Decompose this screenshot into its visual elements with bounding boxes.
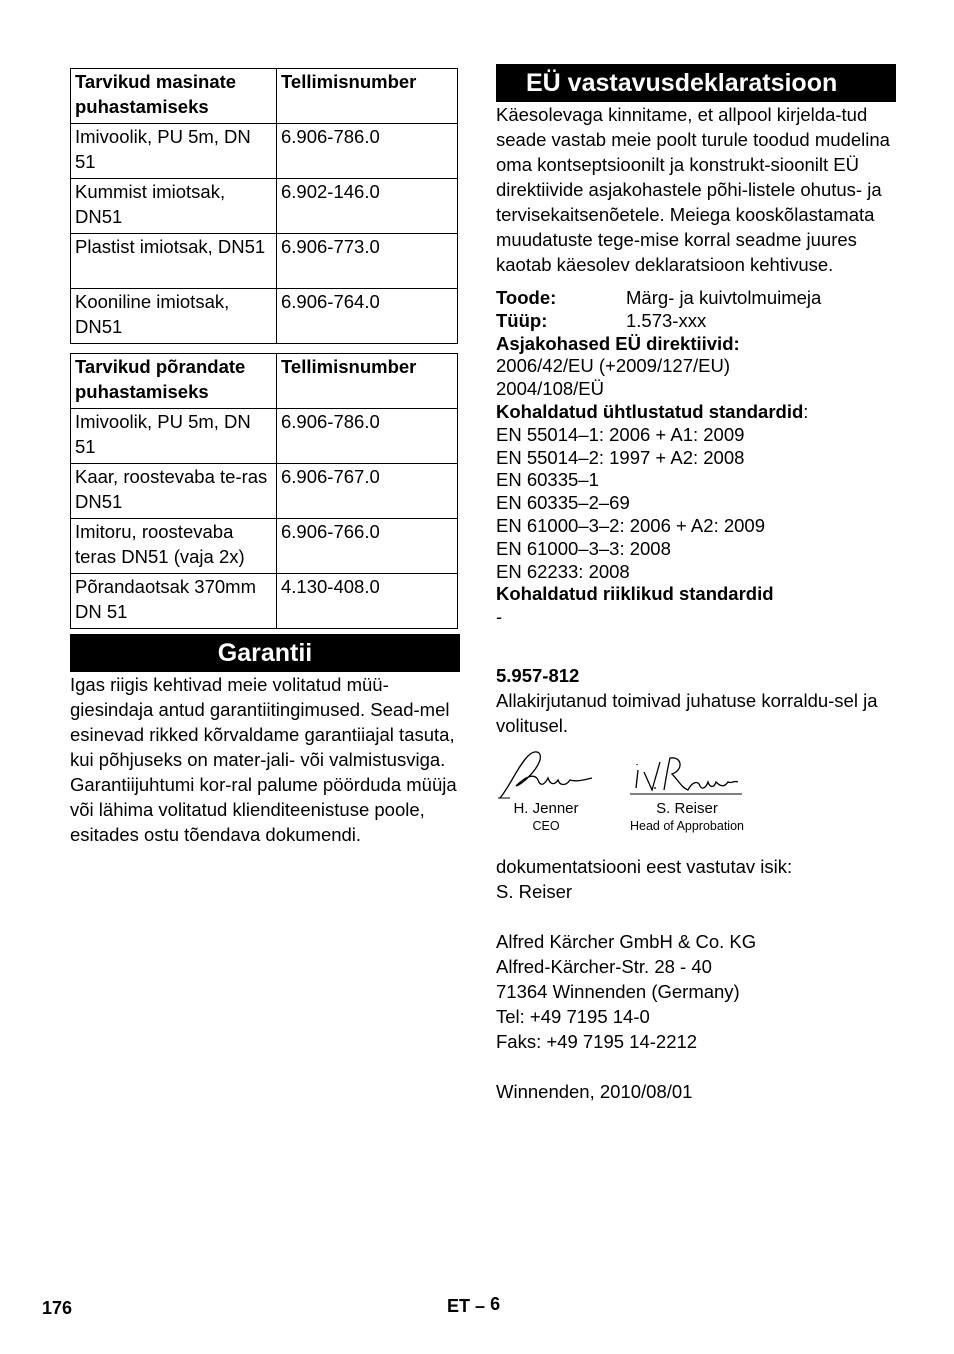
table-row	[71, 409, 458, 464]
signatures	[496, 748, 896, 838]
table-row	[71, 234, 458, 289]
section-page-number: 6	[490, 1294, 501, 1314]
product-value: Märg- ja kuivtolmuimeja	[626, 287, 822, 308]
warranty-heading: Garantii	[70, 634, 460, 672]
table-row	[71, 574, 458, 629]
product-label: Toode:	[496, 287, 557, 308]
directive-item: 2006/42/EU (+2009/127/EU)	[496, 355, 730, 377]
table-cell: 6.902-146.0	[277, 179, 458, 234]
table-header-cell: Tarvikud põrandate puhastamiseks	[71, 354, 277, 409]
left-column	[70, 68, 460, 847]
product-row	[496, 287, 896, 310]
table-cell: 6.906-786.0	[277, 124, 458, 179]
type-value: 1.573-xxx	[626, 309, 707, 331]
page-number: 176	[42, 1298, 73, 1318]
signature-block-reiser	[624, 748, 750, 834]
footer-dash: –	[475, 1296, 486, 1316]
machine-accessories-table	[70, 68, 458, 344]
table-header-cell: Tellimisnumber	[277, 354, 458, 409]
responsible-label: dokumentatsiooni eest vastutav isik:	[496, 855, 793, 877]
harmonized-standards-heading	[496, 401, 896, 424]
standard-item: EN 60335–1	[496, 469, 599, 491]
floor-accessories-table	[70, 353, 458, 629]
place-date: Winnenden, 2010/08/01	[496, 1080, 693, 1102]
table-row	[71, 519, 458, 574]
table-header-cell: Tellimisnumber	[277, 69, 458, 124]
table-header-cell: Tarvikud masinate puhastamiseks	[71, 69, 277, 124]
table-row	[71, 124, 458, 179]
declaration-details	[496, 287, 896, 629]
table-cell: Kooniline imiotsak, DN51	[71, 289, 277, 344]
responsible-name: S. Reiser	[496, 880, 573, 902]
signer-role: Head of Approbation	[630, 818, 744, 833]
table-cell: Põrandaotsak 370mm DN 51	[71, 574, 277, 629]
table-cell: Imivoolik, PU 5m, DN 51	[71, 124, 277, 179]
table-cell: Imitoru, roostevaba teras DN51 (vaja 2x)	[71, 519, 277, 574]
table-cell: 4.130-408.0	[277, 574, 458, 629]
table-row	[71, 464, 458, 519]
table-cell: Kummist imiotsak, DN51	[71, 179, 277, 234]
table-cell: 6.906-764.0	[277, 289, 458, 344]
language-code: ET	[447, 1296, 471, 1316]
standard-item: EN 61000–3–3: 2008	[496, 537, 671, 559]
address-line: Alfred-Kärcher-Str. 28 - 40	[496, 955, 712, 977]
signer-name: H. Jenner	[513, 799, 579, 817]
national-standards-value: -	[496, 606, 503, 628]
directive-item: 2004/108/EÜ	[496, 378, 605, 400]
table-cell: Imivoolik, PU 5m, DN 51	[71, 409, 277, 464]
directives-label: Asjakohased EÜ direktiivid:	[496, 332, 740, 354]
table-cell: Plastist imiotsak, DN51	[71, 234, 277, 289]
footer-language	[447, 1296, 500, 1317]
harmonized-standards-colon: :	[803, 400, 809, 422]
address-line: Faks: +49 7195 14-2212	[496, 1030, 698, 1052]
harmonized-standards-label: Kohaldatud ühtlustatud standardid	[496, 400, 804, 422]
signer-role: CEO	[532, 818, 560, 833]
right-column	[496, 64, 896, 1104]
signature-block-jenner	[496, 748, 596, 834]
table-header-row	[71, 69, 458, 124]
national-standards-label: Kohaldatud riiklikud standardid	[496, 583, 774, 605]
responsible-person	[496, 854, 896, 1104]
type-row	[496, 310, 896, 333]
address-line: Tel: +49 7195 14-0	[496, 1005, 650, 1027]
standard-item: EN 61000–3–2: 2006 + A2: 2009	[496, 514, 765, 536]
table-cell: 6.906-786.0	[277, 409, 458, 464]
warranty-text: Igas riigis kehtivad meie volitatud müü-giesindaja antud garantiitingimused. Sead-mel esinevad rikked kõrvaldame garantiiajal tasuta, kui põhjuseks on mater-jali- või valmistusviga. Garantiijuhtumi kor-ral palume pöörduda müüja või lähima volitatud klienditeenistuse poole, esitades ostu tõendava dokumendi.	[70, 674, 457, 845]
standard-item: EN 55014–2: 1997 + A2: 2008	[496, 446, 745, 468]
table-cell: 6.906-767.0	[277, 464, 458, 519]
standard-item: EN 55014–1: 2006 + A1: 2009	[496, 423, 745, 445]
declaration-heading: EÜ vastavusdeklaratsioon	[496, 64, 896, 102]
standard-item: EN 62233: 2008	[496, 560, 630, 582]
signed-statement: Allakirjutanud toimivad juhatuse korraldu-sel ja volitusel.	[496, 689, 878, 736]
table-row	[71, 289, 458, 344]
table-row	[71, 179, 458, 234]
table-header-row	[71, 354, 458, 409]
address-line: Alfred Kärcher GmbH & Co. KG	[496, 930, 757, 952]
standard-item: EN 60335–2–69	[496, 492, 630, 514]
handwritten-signature-icon	[624, 748, 750, 800]
address-line: 71364 Winnenden (Germany)	[496, 980, 740, 1002]
signer-name: S. Reiser	[656, 799, 718, 817]
table-cell: Kaar, roostevaba te-ras DN51	[71, 464, 277, 519]
handwritten-signature-icon	[496, 748, 596, 800]
document-number: 5.957-812	[496, 664, 580, 686]
declaration-text: Käesolevaga kinnitame, et allpool kirjelda-tud seade vastab meie poolt turule toodud mudelina oma kontseptsioonilt ja konstrukt-sioonilt EÜ direktiivide asjakohastele põhi-listele ohutus- ja tervisekaitsenõetele. Meiega kooskõlastamata muudatuste tege-mise korral seadme juures kaotab käesolev deklaratsioon kehtivuse.	[496, 104, 890, 275]
table-cell: 6.906-773.0	[277, 234, 458, 289]
type-label: Tüüp:	[496, 309, 548, 331]
table-cell: 6.906-766.0	[277, 519, 458, 574]
